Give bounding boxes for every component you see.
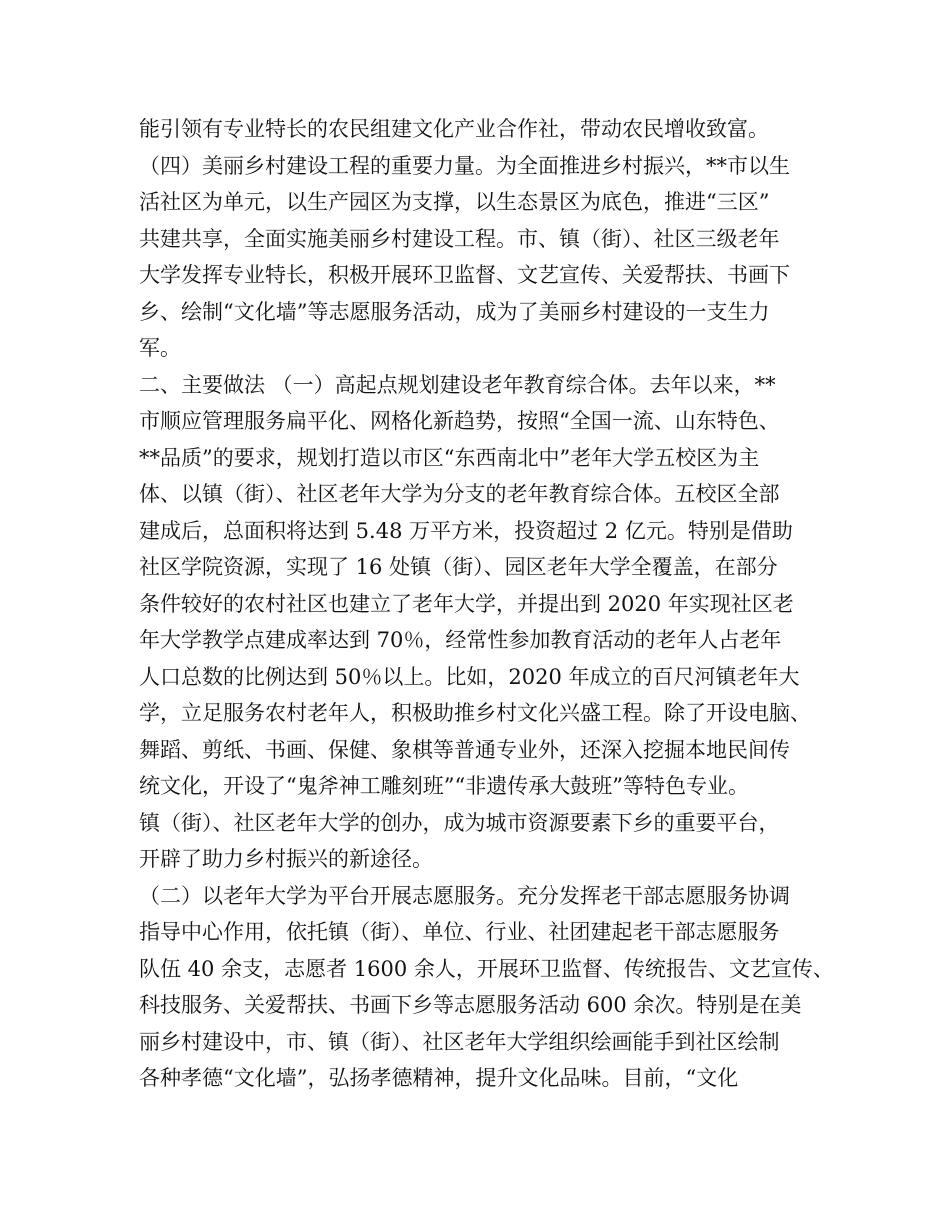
text-line: 军。	[139, 336, 181, 360]
text-line: （四）美丽乡村建设工程的重要力量。为全面推进乡村振兴，**市以生	[139, 153, 790, 178]
text-line: 指导中心作用，依托镇（街）、单位、行业、社团建起老干部志愿服务	[139, 920, 780, 944]
body-text	[139, 111, 834, 1097]
text-line: 条件较好的农村社区也建立了老年大学，并提出到 2020 年实现社区老	[139, 591, 794, 616]
text-line: 各种孝德“文化墙”，弘扬孝德精神，提升文化品味。目前，“文化	[139, 1066, 739, 1090]
text-line: 共建共享，全面实施美丽乡村建设工程。市、镇（街）、社区三级老年	[139, 226, 780, 251]
text-line: 乡、绘制“文化墙”等志愿服务活动，成为了美丽乡村建设的一支生力	[139, 299, 770, 324]
text-line: 人口总数的比例达到 50％以上。比如，2020 年成立的百尺河镇老年大	[139, 664, 800, 689]
text-line: 丽乡村建设中，市、镇（街）、社区老年大学组织绘画能手到社区绘制	[139, 1029, 780, 1054]
text-line: 科技服务、关爱帮扶、书画下乡等志愿服务活动 600 余次。特别是在美	[139, 993, 802, 1017]
text-line: 建成后，总面积将达到 5.48 万平方米，投资超过 2 亿元。特别是借助	[139, 518, 793, 543]
text-line: 社区学院资源，实现了 16 处镇（街）、园区老年大学全覆盖，在部分	[139, 555, 778, 579]
text-line: **品质”的要求，规划打造以市区“东西南北中”老年大学五校区为主	[139, 445, 760, 470]
text-line: 大学发挥专业特长，积极开展环卫监督、文艺宣传、关爱帮扶、书画下	[139, 263, 790, 287]
text-line: 队伍 40 余支，志愿者 1600 余人，开展环卫监督、传统报告、文艺宣传、	[139, 956, 834, 981]
text-line: 统文化，开设了“鬼斧神工雕刻班”“非遗传承大鼓班”等特色专业。	[139, 774, 749, 798]
text-line: （二）以老年大学为平台开展志愿服务。充分发挥老干部志愿服务协调	[139, 883, 790, 908]
text-line: 年大学教学点建成率达到 70％，经常性参加教育活动的老年人占老年	[139, 628, 782, 652]
text-line: 开辟了助力乡村振兴的新途径。	[139, 847, 433, 871]
text-line: 能引领有专业特长的农民组建文化产业合作社，带动农民增收致富。	[139, 117, 769, 141]
text-line: 活社区为单元，以生产园区为支撑，以生态景区为底色，推进“三区”	[139, 190, 770, 214]
text-line: 市顺应管理服务扁平化、网格化新趋势，按照“全国一流、山东特色、	[139, 409, 780, 433]
text-line: 镇（街）、社区老年大学的创办，成为城市资源要素下乡的重要平台，	[139, 810, 780, 835]
text-line: 学，立足服务农村老年人，积极助推乡村文化兴盛工程。除了开设电脑、	[139, 701, 811, 725]
text-line: 体、以镇（街）、社区老年大学为分支的老年教育综合体。五校区全部	[139, 482, 780, 506]
text-line: 二、主要做法 （一）高起点规划建设老年教育综合体。去年以来，**	[139, 372, 776, 397]
text-line: 舞蹈、剪纸、书画、保健、象棋等普通专业外，还深入挖掘本地民间传	[139, 737, 790, 762]
